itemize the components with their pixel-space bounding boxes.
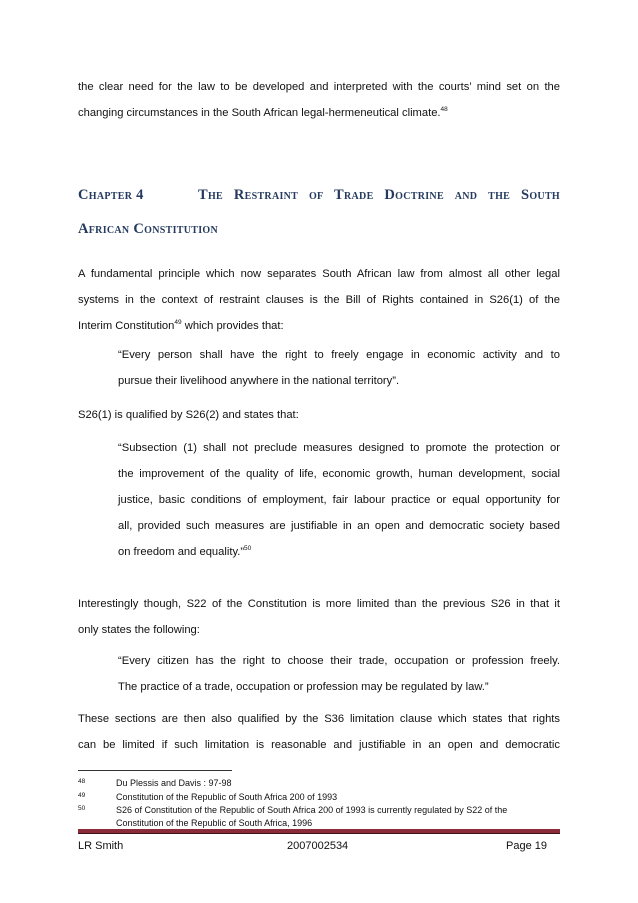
chapter-heading — [78, 178, 560, 246]
quote-1 — [118, 342, 560, 394]
footnote-number: 49 — [78, 792, 86, 799]
paragraph-1-line-2: changing circumstances in the South African legal-hermeneutical climate.$^{48}$ — [78, 106, 448, 119]
quote-1-line-2: pursue their livelihood anywhere in the national territory”. — [118, 375, 400, 387]
footnote-ref-49: 49 — [174, 319, 182, 326]
paragraph-2-line-3: Interim Constitution$^{49}$ which provides that: — [78, 319, 284, 332]
footnote-separator — [78, 770, 232, 771]
paragraph-5-line-2: can be limited if such limitation is reasonable and justifiable in an open and democratic — [78, 739, 560, 751]
quote-2 — [118, 435, 560, 565]
quote-2-line-5: on freedom and equality.”$^{50}$ — [118, 545, 252, 558]
footnote-number: 48 — [78, 778, 86, 785]
paragraph-3: S26(1) is qualified by S26(2) and states that: — [78, 409, 299, 421]
paragraph-1-line-1: the clear need for the law to be developed and interpreted with the courts’ mind set on the — [78, 81, 560, 93]
footer-page-number: Page 19 — [506, 840, 547, 852]
quote-1-line-1: “Every person shall have the right to freely engage in economic activity and to — [118, 349, 560, 361]
quote-2-line-3: justice, basic conditions of employment, fair labour practice or equal opportunity for — [118, 494, 560, 506]
footnote-text: S26 of Constitution of the Republic of South Africa 200 of 1993 is currently regulated by S22 of the Constitution of the Republic of South Africa, 1996 — [116, 805, 508, 828]
paragraph-1 — [78, 74, 560, 126]
footnote-ref-48: 48 — [440, 106, 448, 113]
chapter-title-line-1: The Restraint of Trade Doctrine and the South — [198, 187, 560, 203]
quote-2-line-2: the improvement of the quality of life, economic growth, human development, social — [118, 468, 560, 480]
footnote-text: Du Plessis and Davis : 97-98 — [116, 778, 232, 788]
paragraph-4-line-2: only states the following: — [78, 624, 200, 636]
quote-3 — [118, 648, 560, 700]
quote-2-line-4: all, provided such measures are justifiable in an open and democratic society based — [118, 520, 560, 532]
paragraph-2-line-1: A fundamental principle which now separates South African law from almost all other legal — [78, 268, 560, 280]
chapter-label: Chapter 4 — [78, 187, 144, 203]
chapter-title-line-2: African Constitution — [78, 221, 219, 237]
quote-2-line-1: “Subsection (1) shall not preclude measures designed to promote the protection or — [118, 442, 560, 454]
footer-rule — [78, 829, 560, 834]
paragraph-4-line-1: Interestingly though, S22 of the Constitution is more limited than the previous S26 in that it — [78, 598, 560, 610]
paragraph-2-line-2: systems in the context of restraint clauses is the Bill of Rights contained in S26(1) of the — [78, 294, 560, 306]
paragraph-4 — [78, 591, 560, 643]
footnote-ref-50: 50 — [244, 545, 252, 552]
quote-3-line-2: The practice of a trade, occupation or profession may be regulated by law.” — [118, 681, 489, 693]
footer-author: LR Smith — [78, 840, 124, 852]
paragraph-2 — [78, 261, 560, 339]
footer-student-number: 2007002534 — [287, 840, 349, 852]
footnote-number: 50 — [78, 805, 86, 812]
footnote-text: Constitution of the Republic of South Africa 200 of 1993 — [116, 792, 338, 802]
paragraph-5-line-1: These sections are then also qualified by the S36 limitation clause which states that rights — [78, 713, 560, 725]
paragraph-5 — [78, 706, 560, 758]
quote-3-line-1: “Every citizen has the right to choose their trade, occupation or profession freely. — [118, 655, 560, 667]
